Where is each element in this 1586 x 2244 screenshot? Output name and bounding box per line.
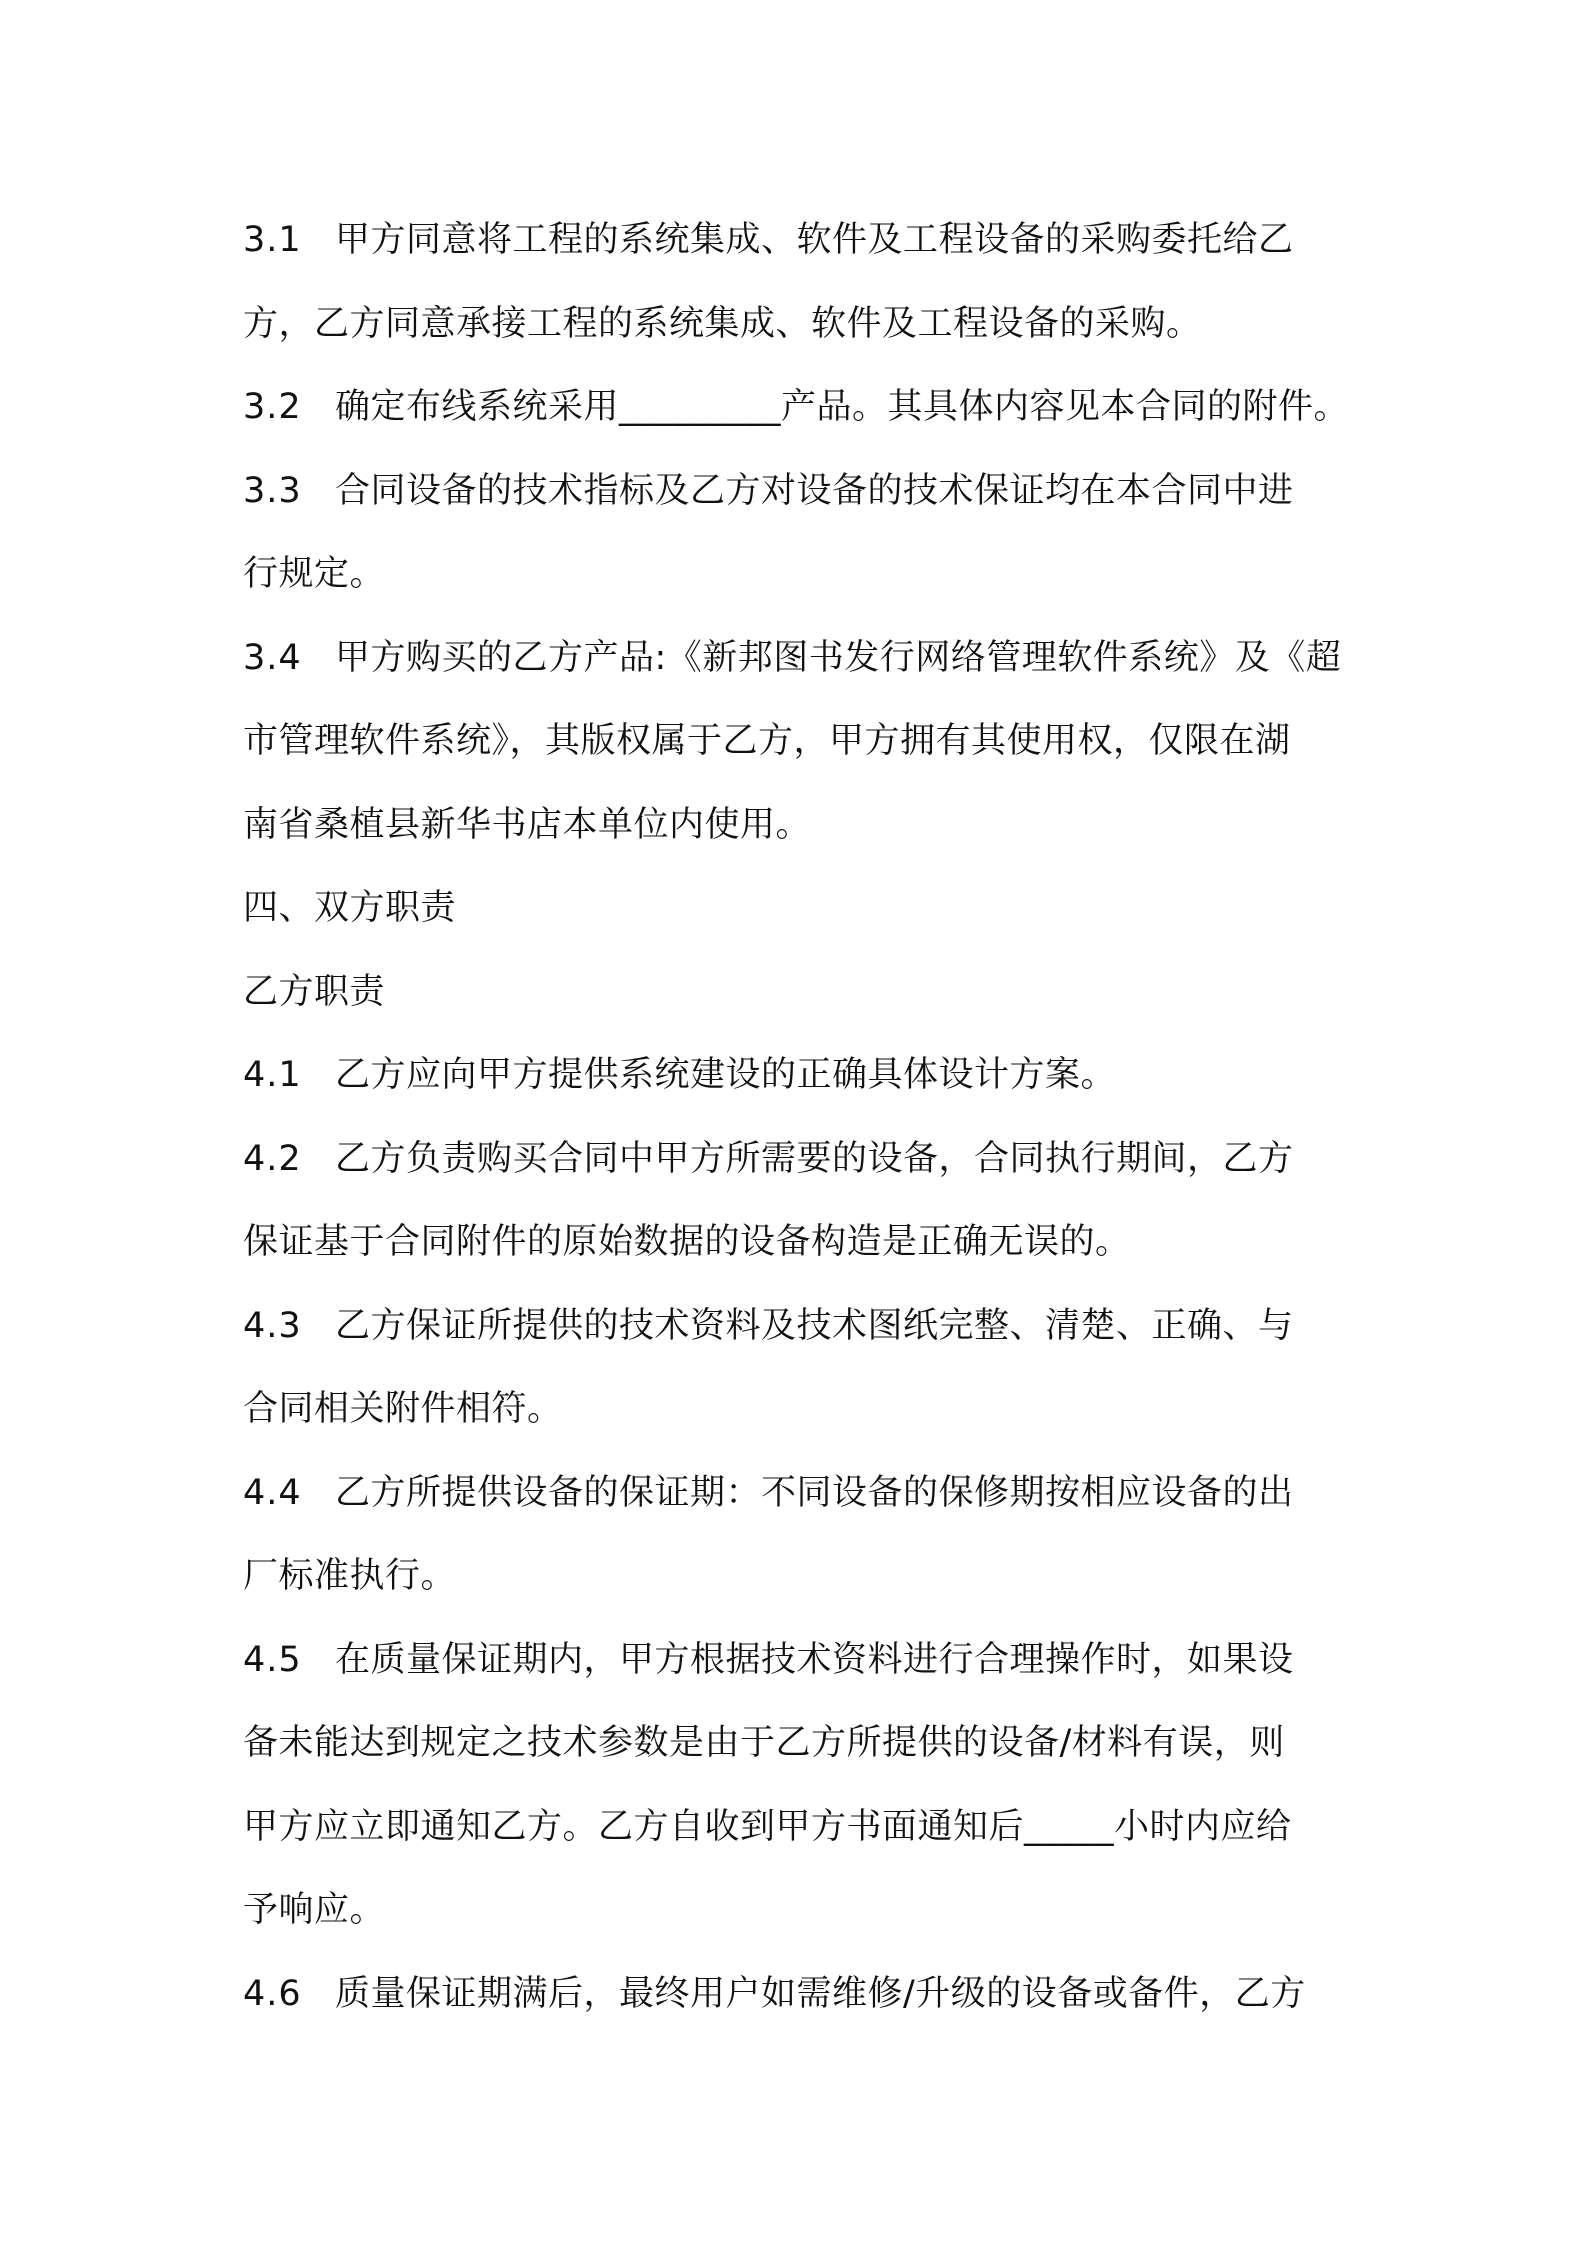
clause-4-5-line-3 xyxy=(243,1786,1383,1870)
clause-text: 乙方负责购买合同中甲方所需要的设备，合同执行期间，乙方 xyxy=(335,1138,1294,1179)
clause-text: 合同设备的技术指标及乙方对设备的技术保证均在本合同中进 xyxy=(335,470,1294,511)
clause-text: 在质量保证期内，甲方根据技术资料进行合理操作时，如果设 xyxy=(335,1639,1294,1680)
clause-number: 3.4 xyxy=(243,637,302,678)
clause-4-5-line-4 xyxy=(243,1869,1383,1953)
clause-text: 备未能达到规定之技术参数是由于乙方所提供的设备/材料有误，则 xyxy=(243,1723,1285,1763)
clause-3-3-line-1 xyxy=(243,450,1383,534)
clause-3-3-line-2 xyxy=(243,533,1383,617)
clause-text: 乙方保证所提供的技术资料及技术图纸完整、清楚、正确、与 xyxy=(335,1305,1294,1346)
clause-text: 甲方应立即通知乙方。乙方自收到甲方书面通知后_____小时内应给 xyxy=(243,1806,1292,1847)
subsection-heading-text: 乙方职责 xyxy=(243,971,386,1012)
clause-3-1-line-1 xyxy=(243,199,1383,283)
clause-text: 市管理软件系统》，其版权属于乙方，甲方拥有其使用权，仅限在湖 xyxy=(243,721,1291,761)
clause-text: 行规定。 xyxy=(243,554,386,594)
clause-3-4-line-3 xyxy=(243,784,1383,868)
clause-text: 甲方购买的乙方产品:《新邦图书发行网络管理软件系统》及《超 xyxy=(335,637,1342,678)
clause-text: 方，乙方同意承接工程的系统集成、软件及工程设备的采购。 xyxy=(243,303,1202,344)
clause-4-5-line-1 xyxy=(243,1619,1383,1703)
clause-number: 4.3 xyxy=(243,1305,302,1346)
clause-3-2-line-1 xyxy=(243,366,1383,450)
section-heading-text: 四、双方职责 xyxy=(243,888,457,928)
clause-4-6-line-1 xyxy=(243,1953,1383,2037)
clause-number: 4.4 xyxy=(243,1472,302,1513)
clause-4-3-line-2 xyxy=(243,1368,1383,1452)
clause-4-5-line-2 xyxy=(243,1702,1383,1786)
clause-text: 甲方同意将工程的系统集成、软件及工程设备的采购委托给乙 xyxy=(335,220,1294,260)
clause-text: 乙方所提供设备的保证期：不同设备的保修期按相应设备的出 xyxy=(335,1472,1294,1513)
clause-number: 3.3 xyxy=(243,470,302,511)
section-heading xyxy=(243,867,1383,951)
clause-text: 乙方应向甲方提供系统建设的正确具体设计方案。 xyxy=(335,1055,1117,1095)
clause-text: 合同相关附件相符。 xyxy=(243,1389,563,1429)
clause-3-1-line-2 xyxy=(243,283,1383,367)
clause-text: 南省桑植县新华书店本单位内使用。 xyxy=(243,804,812,845)
clause-text: 保证基于合同附件的原始数据的设备构造是正确无误的。 xyxy=(243,1222,1131,1262)
clause-3-4-line-2 xyxy=(243,700,1383,784)
clause-text: 确定布线系统采用_________产品。其具体内容见本合同的附件。 xyxy=(335,387,1350,427)
clause-number: 3.1 xyxy=(243,220,302,260)
clause-number: 4.6 xyxy=(243,1973,302,2014)
subsection-heading xyxy=(243,951,1383,1035)
clause-4-3-line-1 xyxy=(243,1285,1383,1369)
clause-4-2-line-1 xyxy=(243,1118,1383,1202)
document-body xyxy=(243,199,1383,2036)
clause-text: 质量保证期满后，最终用户如需维修/升级的设备或备件，乙方 xyxy=(335,1973,1306,2014)
clause-4-4-line-1 xyxy=(243,1452,1383,1536)
clause-number: 4.2 xyxy=(243,1138,302,1179)
clause-text: 厂标准执行。 xyxy=(243,1556,457,1596)
clause-number: 4.5 xyxy=(243,1639,302,1680)
clause-text: 予响应。 xyxy=(243,1890,386,1930)
clause-number: 4.1 xyxy=(243,1055,302,1095)
clause-4-1-line-1 xyxy=(243,1034,1383,1118)
clause-number: 3.2 xyxy=(243,387,302,427)
clause-4-4-line-2 xyxy=(243,1535,1383,1619)
clause-4-2-line-2 xyxy=(243,1201,1383,1285)
clause-3-4-line-1 xyxy=(243,617,1383,701)
